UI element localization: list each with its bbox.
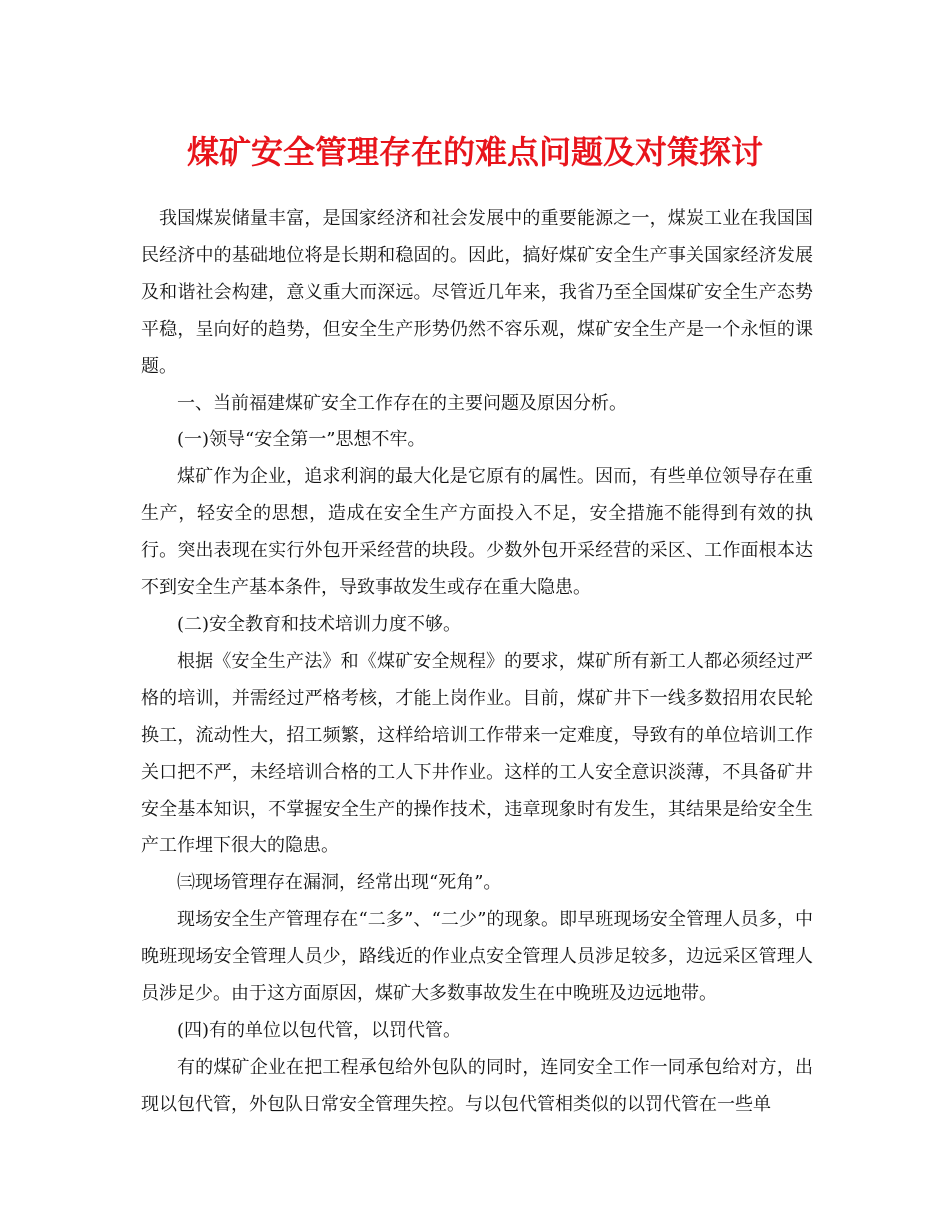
subsection-heading-1: (一)领导“安全第一”思想不牢。 [177,429,426,451]
subsection-heading-2: (二)安全教育和技术培训力度不够。 [177,613,462,635]
document-body [141,201,813,1124]
subsection-body-2: 根据《安全生产法》和《煤矿安全规程》的要求，煤矿所有新工人都必须经过严格的培训，并需经过严格考核，才能上岗作业。目前，煤矿井下一线多数招用农民轮换工，流动性大，招工频繁，这样给培训工作带来一定难度，导致有的单位培训工作关口把不严，未经培训合格的工人下井作业。这样的工人安全意识淡薄，不具备矿井安全基本知识，不掌握安全生产的操作技术，违章现象时有发生，其结果是给安全生产工作埋下很大的隐患。 [141,650,813,857]
document-title: 煤矿安全管理存在的难点问题及对策探讨 [186,133,763,171]
subsection-heading-4: (四)有的单位以包代管，以罚代管。 [177,1019,462,1041]
section-heading-1: 一、当前福建煤矿安全工作存在的主要问题及原因分析。 [177,392,627,414]
subsection-body-4: 有的煤矿企业在把工程承包给外包队的同时，连同安全工作一同承包给对方，出现以包代管，外包队日常安全管理失控。与以包代管相类似的以罚代管在一些单 [141,1056,813,1115]
intro-paragraph: 我国煤炭储量丰富，是国家经济和社会发展中的重要能源之一，煤炭工业在我国国民经济中的基础地位将是长期和稳固的。因此，搞好煤矿安全生产事关国家经济发展及和谐社会构建，意义重大而深远。尽管近几年来，我省乃至全国煤矿安全生产态势平稳，呈向好的趋势，但安全生产形势仍然不容乐观，煤矿安全生产是一个永恒的课题。 [141,208,813,377]
subsection-body-3: 现场安全生产管理存在“二多”、“二少”的现象。即早班现场安全管理人员多，中晚班现场安全管理人员少，路线近的作业点安全管理人员涉足较多，边远采区管理人员涉足少。由于这方面原因，煤矿大多数事故发生在中晚班及边远地带。 [141,909,813,1005]
subsection-heading-3: ㈢现场管理存在漏洞，经常出现“死角”。 [177,872,502,894]
subsection-body-1: 煤矿作为企业，追求利润的最大化是它原有的属性。因而，有些单位领导存在重生产，轻安全的思想，造成在安全生产方面投入不足，安全措施不能得到有效的执行。突出表现在实行外包开采经营的块段。少数外包开采经营的采区、工作面根本达不到安全生产基本条件，导致事故发生或存在重大隐患。 [141,466,813,599]
